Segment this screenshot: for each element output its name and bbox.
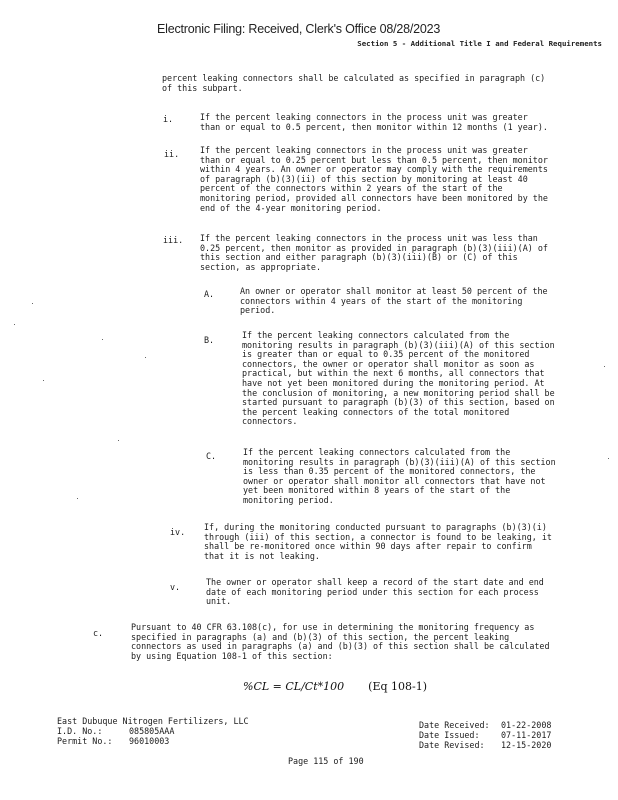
- item-label-i: i.: [163, 114, 174, 124]
- item-text-B: If the percent leaking connectors calculated from the monitoring results in paragraph (b)(3)(iii)(A) of this section is greater than or equal to 0.35 percent of the monitored connectors, the owner or operator shall monitor as soon as practical, but within the next 6 months, all connectors that have not yet been monitored during the monitoring period. At the conclusion of monitoring, a new monitoring period shall be started pursuant to paragraph (b)(3) of this section, based on the percent leaking connectors of the total monitored connectors.: [242, 330, 555, 427]
- item-label-ii: ii.: [164, 149, 180, 159]
- footer-dates: [419, 720, 551, 750]
- page-number: Page 115 of 190: [288, 756, 364, 766]
- company-name: East Dubuque Nitrogen Fertilizers, LLC: [57, 716, 249, 726]
- permit-value: 96010003: [129, 736, 170, 746]
- equation-formula: %CL = CL/Ct*100: [243, 680, 345, 693]
- permit-label: Permit No.:: [57, 736, 113, 746]
- id-label: I.D. No.:: [57, 726, 103, 736]
- item-label-A: A.: [204, 289, 215, 299]
- item-text-i: If the percent leaking connectors in the process unit was greater than or equal to 0.5 percent, then monitor within 12 months (1 year).: [200, 112, 548, 132]
- received-label: Date Received:: [419, 720, 490, 730]
- equation-108-1: [243, 680, 427, 693]
- item-text-c: Pursuant to 40 CFR 63.108(c), for use in determining the monitoring frequency as specified in paragraphs (a) and (b)(3) of this section, the percent leaking connectors as used in paragraphs (a) and (b)(3) of this section shall be calculated by using Equation 108-1 of this section:: [131, 622, 550, 661]
- section-header: Section 5 - Additional Title I and Federal Requirements: [357, 39, 602, 48]
- scan-speck: [43, 380, 44, 381]
- issued-value: 07-11-2017: [501, 730, 552, 740]
- footer-permittee: [57, 716, 249, 746]
- item-label-c: c.: [93, 628, 104, 638]
- scan-speck: [32, 303, 33, 304]
- scan-speck: [604, 366, 605, 367]
- id-value: 085805AAA: [129, 726, 175, 736]
- item-text-v: The owner or operator shall keep a record of the start date and end date of each monitoring period under this section for each process unit.: [206, 577, 544, 607]
- intro-paragraph: percent leaking connectors shall be calculated as specified in paragraph (c) of this subpart.: [162, 73, 546, 93]
- item-text-A: An owner or operator shall monitor at least 50 percent of the connectors within 4 years of the start of the monitoring period.: [240, 286, 548, 316]
- equation-number: (Eq 108-1): [368, 680, 428, 693]
- item-label-C: C.: [206, 451, 217, 461]
- item-text-ii: If the percent leaking connectors in the process unit was greater than or equal to 0.25 percent but less than 0.5 percent, then monitor within 4 years. An owner or operator may comply with the requirements of paragraph (b)(3)(ii) of this section by monitoring at least 40 percent of the connectors within 2 years of the start of the monitoring period, provided all connectors have been monitored by the end of the 4-year monitoring period.: [200, 145, 548, 213]
- scan-speck: [14, 324, 15, 325]
- item-label-iii: iii.: [163, 235, 184, 245]
- item-text-iv: If, during the monitoring conducted pursuant to paragraphs (b)(3)(i) through (iii) of this section, a connector is found to be leaking, it shall be re-monitored once within 90 days after repair to confirm that it is not leaking.: [204, 522, 552, 561]
- issued-label: Date Issued:: [419, 730, 480, 740]
- revised-value: 12-15-2020: [501, 740, 552, 750]
- revised-label: Date Revised:: [419, 740, 485, 750]
- filing-stamp: Electronic Filing: Received, Clerk's Office 08/28/2023: [157, 22, 441, 36]
- received-value: 01-22-2008: [501, 720, 552, 730]
- scan-speck: [608, 458, 609, 459]
- scan-speck: [118, 440, 119, 441]
- item-text-iii: If the percent leaking connectors in the process unit was less than 0.25 percent, then monitor as provided in paragraph (b)(3)(iii)(A) of this section and either paragraph (b)(3)(iii)(B) or (C) of this section, as appropriate.: [200, 233, 548, 272]
- item-label-iv: iv.: [170, 527, 186, 537]
- item-text-C: If the percent leaking connectors calculated from the monitoring results in paragraph (b)(3)(iii)(A) of this section is less than 0.35 percent of the monitored connectors, the owner or operator shall monitor all connectors that have not yet been monitored within 8 years of the start of the monitoring period.: [243, 447, 556, 505]
- item-label-v: v.: [170, 582, 181, 592]
- scan-speck: [102, 339, 103, 340]
- scan-speck: [77, 498, 78, 499]
- scan-speck: [145, 357, 146, 358]
- item-label-B: B.: [204, 335, 215, 345]
